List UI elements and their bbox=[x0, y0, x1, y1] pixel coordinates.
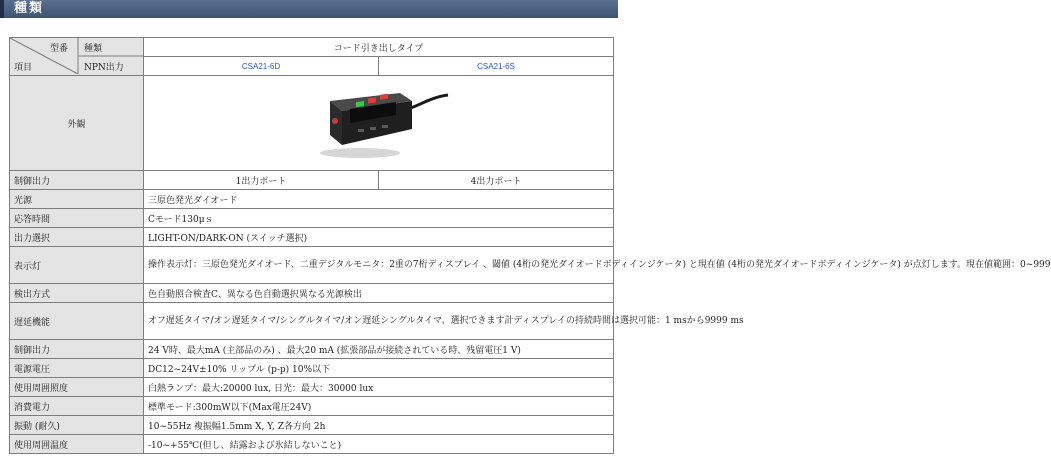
row-label: 応答時間 bbox=[10, 209, 144, 228]
sensor-product-photo bbox=[300, 79, 450, 161]
row-value: LIGHT-ON/DARK-ON (スイッチ選択) bbox=[144, 228, 614, 247]
row-value: 白熱ランプ：最大:20000 lux, 日光：最大：30000 lux bbox=[144, 378, 614, 397]
header-corner-cell bbox=[10, 38, 144, 76]
item-label: 項目 bbox=[14, 63, 33, 73]
table-row bbox=[10, 171, 614, 190]
row-value: 三原色発光ダイオード bbox=[144, 190, 614, 209]
row-label: 電源電圧 bbox=[10, 359, 144, 378]
type-cell: コード引き出しタイプ bbox=[144, 38, 614, 57]
row-label: 使用周囲温度 bbox=[10, 435, 144, 454]
table-row bbox=[10, 397, 614, 416]
section-title: 種類 bbox=[14, 1, 45, 16]
row-label: 消費電力 bbox=[10, 397, 144, 416]
table-row bbox=[10, 247, 614, 284]
row-label: 使用周囲照度 bbox=[10, 378, 144, 397]
model-b-cell: CSA21-6S bbox=[379, 57, 614, 76]
row-label: 制御出力 bbox=[10, 340, 144, 359]
row-value: 1出力ポート bbox=[144, 171, 379, 190]
row-value: 操作表示灯：三原色発光ダイオード、二重デジタルモニタ：2重の7桁ディスプレイ 、閾値 (4桁の発光ダイオードボディインジケータ) と現在値 (4桁の発光ダイオードボディインジケータ) が点灯します。現在値範囲：0~999 bbox=[144, 247, 614, 284]
table-row bbox=[10, 284, 614, 303]
table-row bbox=[10, 303, 614, 340]
model-label: 型番 bbox=[50, 44, 69, 54]
row-label: 制御出力 bbox=[10, 171, 144, 190]
row-label: 遅延機能 bbox=[10, 303, 144, 340]
row-label: 検出方式 bbox=[10, 284, 144, 303]
model-a-cell: CSA21-6D bbox=[144, 57, 379, 76]
table-row bbox=[10, 359, 614, 378]
table-row bbox=[10, 209, 614, 228]
row-value: 4出力ポート bbox=[379, 171, 614, 190]
row-value: オフ遅延タイマ/オン遅延タイマ/シングルタイマ/オン遅延シングルタイマ、選択できます計ディスプレイの持続時間は選択可能：1 msから9999 ms bbox=[144, 303, 614, 340]
table-row bbox=[10, 416, 614, 435]
row-label: 表示灯 bbox=[10, 247, 144, 284]
row-label: 出力選択 bbox=[10, 228, 144, 247]
row-value: 標準モード:300mW以下(Max電圧24V) bbox=[144, 397, 614, 416]
row-value: 10~55Hz 複振幅1.5mm X, Y, Z各方向 2h bbox=[144, 416, 614, 435]
kind-label: 種類 bbox=[84, 44, 103, 54]
table-row bbox=[10, 340, 614, 359]
table-row bbox=[10, 38, 614, 57]
row-value: -10~+55℃(但し、結露および氷結しないこと) bbox=[144, 435, 614, 454]
section-header bbox=[0, 0, 618, 18]
row-value: Cモード130μｓ bbox=[144, 209, 614, 228]
appearance-label: 外観 bbox=[10, 76, 144, 171]
header-accent-bar bbox=[0, 0, 4, 18]
row-value: DC12~24V±10% リップル (p-p) 10%以下 bbox=[144, 359, 614, 378]
table-row bbox=[10, 435, 614, 454]
row-value: 色自動照合検査C、異なる色自動選択異なる光源検出 bbox=[144, 284, 614, 303]
table-row bbox=[10, 190, 614, 209]
row-value: 24 V時、最大mA (主部品のみ) 、最大20 mA (拡張部品が接続されている時、残留電圧1 V) bbox=[144, 340, 614, 359]
table-row bbox=[10, 228, 614, 247]
row-label: 光源 bbox=[10, 190, 144, 209]
npn-label: NPN出力 bbox=[84, 63, 124, 73]
table-row bbox=[10, 378, 614, 397]
row-label: 振動 (耐久) bbox=[10, 416, 144, 435]
